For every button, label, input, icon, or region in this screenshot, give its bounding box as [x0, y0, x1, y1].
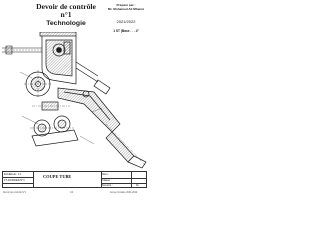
class-label: 1 ST (Base . . . 4°: [113, 29, 139, 33]
cutting-wheel: [24, 70, 52, 98]
prepared-by-label: Préparé par :: [116, 3, 136, 7]
exam-title-line2: n°1: [60, 10, 72, 19]
class-field: Classe :: [102, 179, 112, 182]
adjustment-screw: [2, 46, 42, 54]
footer-right: Année Scolaire 2021-2022: [110, 192, 138, 194]
number-field: Numéro :: [102, 184, 113, 187]
exam-title: [33, 3, 99, 28]
page-footer: [0, 192, 149, 198]
subject-title: Technologie: [46, 20, 86, 27]
footer-left: Devoir de contrôle N°1: [3, 192, 27, 194]
school-year: 2021/2022: [116, 19, 136, 24]
sheet-ref: FT-DOSSIER N°1: [4, 179, 25, 182]
exam-title-line1: Devoir de contrôle: [36, 2, 96, 11]
author-box: [104, 3, 148, 11]
teacher-name: Mr. Mohamed Ali Mhenni: [107, 7, 145, 11]
title-block: [2, 171, 147, 188]
note-field: Ni: [136, 184, 139, 187]
footer-page-number: 1/4: [70, 192, 74, 194]
document-page: [0, 0, 149, 198]
main-body: [58, 80, 120, 132]
guide-rollers: [30, 116, 78, 146]
tube-section: [32, 102, 70, 110]
name-field: Nom :: [102, 173, 109, 176]
technical-drawing: [2, 32, 147, 170]
drawing-title: COUPE TUBE: [43, 174, 72, 179]
scale-label: ECHELLE : 1:1: [4, 173, 22, 176]
upper-clamp: [40, 32, 98, 84]
